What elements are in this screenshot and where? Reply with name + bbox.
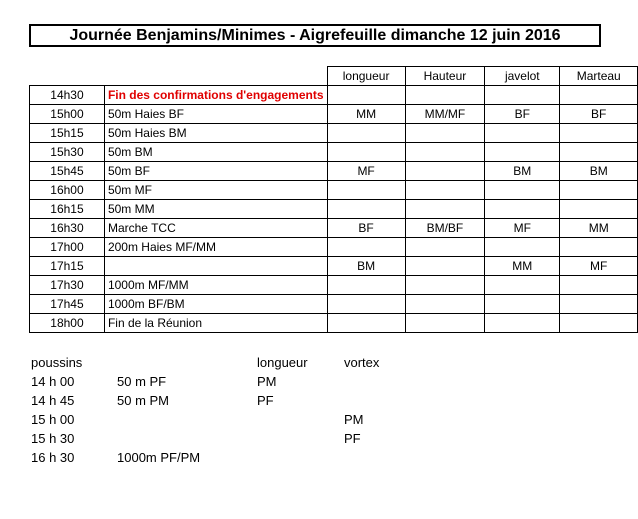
cell-javelot: MM	[485, 257, 560, 276]
cell-hauteur	[405, 86, 484, 105]
poussins-cell-time: 15 h 00	[31, 412, 75, 427]
cell-longueur	[327, 238, 405, 257]
cell-hauteur	[405, 238, 484, 257]
cell-longueur: BM	[327, 257, 405, 276]
table-row	[30, 219, 638, 238]
cell-marteau	[560, 143, 638, 162]
cell-event: 200m Haies MF/MM	[104, 238, 327, 257]
cell-hauteur	[405, 162, 484, 181]
cell-marteau: BM	[560, 162, 638, 181]
cell-hauteur: MM/MF	[405, 105, 484, 124]
poussins-header-longueur: longueur	[257, 355, 308, 370]
cell-event: 50m Haies BM	[104, 124, 327, 143]
cell-time: 14h30	[30, 86, 105, 105]
poussins-cell-event: 50 m PM	[117, 393, 170, 408]
poussins-cell-time: 14 h 45	[31, 393, 75, 408]
table-row	[30, 86, 638, 105]
poussins-cell-time: 15 h 30	[31, 431, 75, 446]
cell-longueur	[327, 86, 405, 105]
header-spacer	[104, 67, 327, 86]
cell-javelot: BM	[485, 162, 560, 181]
page-title	[29, 24, 601, 47]
column-header-javelot: javelot	[485, 67, 560, 86]
poussins-cell-event: 50 m PF	[117, 374, 167, 389]
cell-javelot	[485, 181, 560, 200]
cell-javelot: BF	[485, 105, 560, 124]
table-row	[30, 124, 638, 143]
cell-time: 17h00	[30, 238, 105, 257]
cell-javelot	[485, 86, 560, 105]
table-header-row	[30, 67, 638, 86]
cell-marteau	[560, 181, 638, 200]
poussins-cell-vortex: PF	[344, 431, 361, 446]
cell-javelot	[485, 295, 560, 314]
table-row	[30, 181, 638, 200]
cell-longueur	[327, 276, 405, 295]
cell-marteau: MM	[560, 219, 638, 238]
cell-event: 50m BM	[104, 143, 327, 162]
cell-event: 50m MM	[104, 200, 327, 219]
cell-time: 15h00	[30, 105, 105, 124]
cell-time: 17h30	[30, 276, 105, 295]
header-spacer	[30, 67, 105, 86]
cell-time: 15h45	[30, 162, 105, 181]
cell-javelot	[485, 143, 560, 162]
cell-event	[104, 257, 327, 276]
cell-longueur: MF	[327, 162, 405, 181]
poussins-label: poussins	[31, 355, 83, 370]
poussins-cell-vortex: PM	[344, 412, 364, 427]
cell-javelot: MF	[485, 219, 560, 238]
cell-longueur: MM	[327, 105, 405, 124]
cell-hauteur	[405, 314, 484, 333]
cell-event: 50m MF	[104, 181, 327, 200]
column-header-longueur: longueur	[327, 67, 405, 86]
poussins-header-vortex: vortex	[344, 355, 380, 370]
poussins-cell-longueur: PM	[257, 374, 277, 389]
table-row	[30, 105, 638, 124]
cell-hauteur	[405, 200, 484, 219]
cell-javelot	[485, 238, 560, 257]
cell-time: 16h15	[30, 200, 105, 219]
cell-hauteur	[405, 143, 484, 162]
table-row	[30, 295, 638, 314]
schedule-table	[29, 66, 638, 333]
cell-hauteur	[405, 181, 484, 200]
table-row	[30, 276, 638, 295]
cell-time: 15h15	[30, 124, 105, 143]
cell-hauteur	[405, 276, 484, 295]
cell-hauteur	[405, 124, 484, 143]
cell-time: 16h00	[30, 181, 105, 200]
cell-event: 1000m BF/BM	[104, 295, 327, 314]
table-row	[30, 162, 638, 181]
cell-marteau	[560, 276, 638, 295]
table-row	[30, 314, 638, 333]
cell-event: Fin de la Réunion	[104, 314, 327, 333]
cell-hauteur	[405, 257, 484, 276]
cell-javelot	[485, 276, 560, 295]
poussins-cell-longueur: PF	[257, 393, 274, 408]
cell-time: 17h15	[30, 257, 105, 276]
cell-marteau: MF	[560, 257, 638, 276]
cell-hauteur: BM/BF	[405, 219, 484, 238]
cell-longueur: BF	[327, 219, 405, 238]
cell-time: 17h45	[30, 295, 105, 314]
cell-hauteur	[405, 295, 484, 314]
cell-longueur	[327, 181, 405, 200]
cell-marteau	[560, 238, 638, 257]
cell-longueur	[327, 295, 405, 314]
cell-event: 50m BF	[104, 162, 327, 181]
cell-longueur	[327, 200, 405, 219]
cell-event: 1000m MF/MM	[104, 276, 327, 295]
cell-marteau	[560, 314, 638, 333]
table-row	[30, 238, 638, 257]
cell-marteau: BF	[560, 105, 638, 124]
table-row	[30, 257, 638, 276]
cell-javelot	[485, 200, 560, 219]
cell-event: 50m Haies BF	[104, 105, 327, 124]
column-header-marteau: Marteau	[560, 67, 638, 86]
column-header-hauteur: Hauteur	[405, 67, 484, 86]
cell-marteau	[560, 295, 638, 314]
cell-time: 15h30	[30, 143, 105, 162]
cell-time: 16h30	[30, 219, 105, 238]
cell-javelot	[485, 314, 560, 333]
title-text: Journée Benjamins/Minimes - Aigrefeuille dimanche 12 juin 2016	[69, 26, 561, 44]
cell-event: Marche TCC	[104, 219, 327, 238]
cell-longueur	[327, 124, 405, 143]
cell-marteau	[560, 86, 638, 105]
cell-time: 18h00	[30, 314, 105, 333]
cell-event: Fin des confirmations d'engagements	[104, 86, 327, 105]
poussins-cell-time: 16 h 30	[31, 450, 75, 465]
table-row	[30, 143, 638, 162]
poussins-cell-event: 1000m PF/PM	[117, 450, 201, 465]
cell-marteau	[560, 124, 638, 143]
cell-longueur	[327, 314, 405, 333]
cell-marteau	[560, 200, 638, 219]
cell-longueur	[327, 143, 405, 162]
table-row	[30, 200, 638, 219]
cell-javelot	[485, 124, 560, 143]
poussins-cell-time: 14 h 00	[31, 374, 75, 389]
